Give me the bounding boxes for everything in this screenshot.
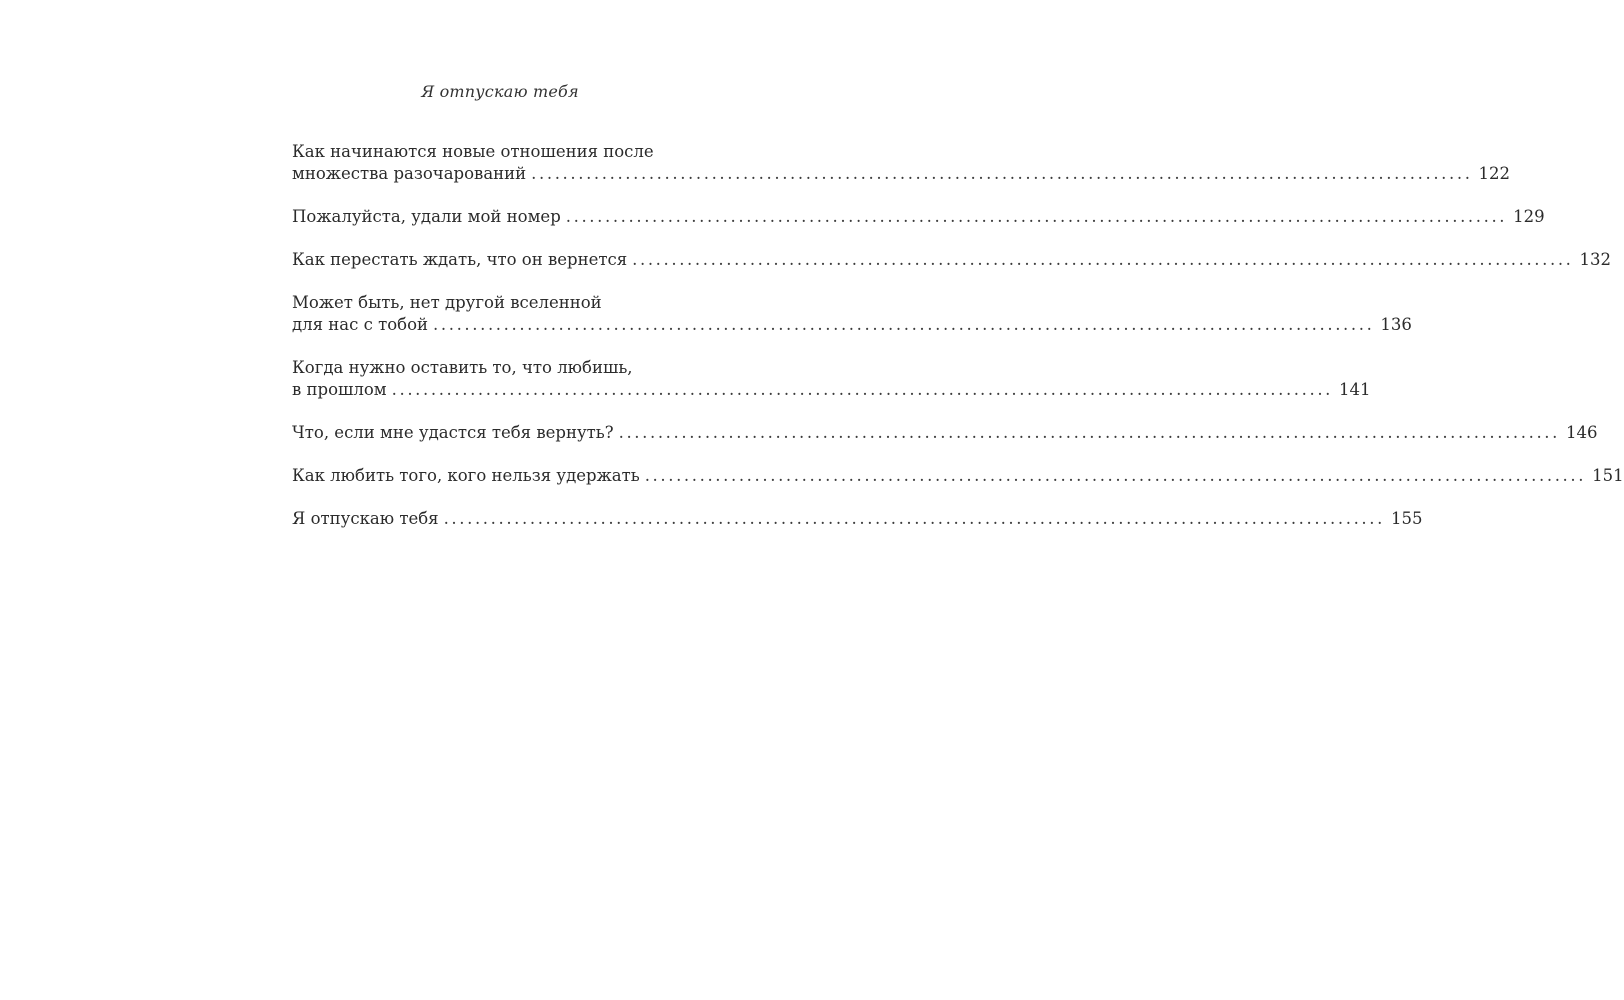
toc-page-number: 155 [1390,509,1423,528]
toc-entry-line [292,249,1612,271]
toc-entry[interactable] [292,141,1511,185]
toc-entry[interactable] [292,357,1371,401]
dot-leader: ........................................................................................................................ [391,380,1334,399]
toc-entry-line [292,314,1412,336]
toc-entry-title: Пожалуйста, удали мой номер [292,207,561,226]
toc-entry[interactable] [292,206,1545,228]
toc-entry-line [292,141,718,163]
toc-page-number: 136 [1380,315,1412,334]
dot-leader: ........................................................................................................................ [618,423,1560,442]
toc-entry-line [292,163,1511,185]
toc-entry[interactable] [292,249,1612,271]
toc-entry-title: Как любить того, кого нельзя удержать [292,466,640,485]
toc-entry-line [292,357,718,379]
toc-entry-title: Что, если мне удастся тебя вернуть? [292,423,614,442]
toc-entry-title: в прошлом [292,380,387,399]
toc-entry-title: Как перестать ждать, что он вернется [292,250,628,269]
toc-entry-line [292,422,1598,444]
dot-leader: ........................................................................................................................ [443,509,1385,528]
toc-entry-line [292,379,1371,401]
toc-entry[interactable] [292,422,1598,444]
toc-entry[interactable] [292,465,1624,487]
toc-entry-title: Я отпускаю тебя [292,509,439,528]
toc-entry-title: для нас с тобой [292,315,429,334]
toc-page-number: 151 [1592,466,1624,485]
toc-entry-title: множества разочарований [292,164,527,183]
toc-entry-line [292,508,1423,530]
toc-entry-line [292,465,1624,487]
toc-entry-title: Может быть, нет другой вселенной [292,293,602,312]
toc-entry-line [292,206,1545,228]
dot-leader: ........................................................................................................................ [433,315,1375,334]
toc-page-number: 132 [1579,250,1612,269]
toc-entry[interactable] [292,508,1423,530]
toc-entry-line [292,292,718,314]
dot-leader: ........................................................................................................................ [531,164,1473,183]
toc-page-number: 122 [1478,164,1511,183]
toc-entry[interactable] [292,292,1412,336]
table-of-contents [292,141,1624,530]
toc-page-number: 141 [1339,380,1371,399]
dot-leader: ........................................................................................................................ [565,207,1508,226]
toc-entry-title: Как начинаются новые отношения после [292,142,654,161]
toc-entry-title: Когда нужно оставить то, что любишь, [292,358,633,377]
toc-page-number: 146 [1566,423,1598,442]
dot-leader: ........................................................................................................................ [632,250,1574,269]
running-head: Я отпускаю тебя [421,82,579,101]
dot-leader: ........................................................................................................................ [644,466,1587,485]
toc-page-number: 129 [1513,207,1545,226]
